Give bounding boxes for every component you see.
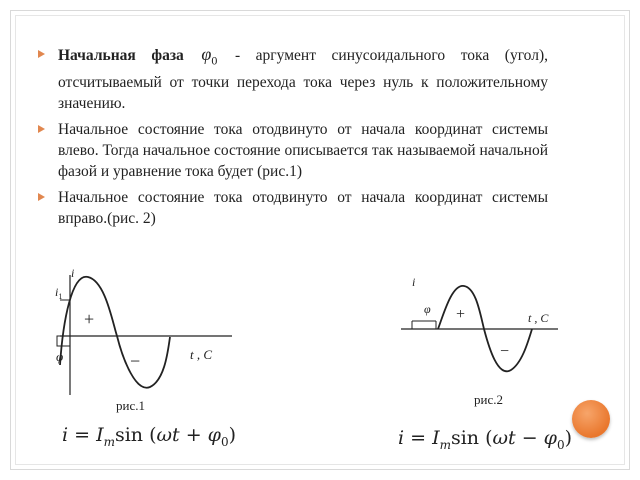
term-initial-phase: Начальная фаза — [58, 47, 184, 64]
sine-curve — [60, 277, 170, 388]
figure-1-sine-graph — [50, 265, 240, 400]
minus-sign: − — [130, 351, 141, 371]
bullet-arrow-icon — [38, 125, 45, 133]
phi-label: φ — [56, 349, 64, 364]
plus-sign: + — [456, 306, 466, 323]
bullet-item-shift-left — [38, 119, 548, 182]
formula-fig-2: $i = I_m\sin$ $(\omega t - \varphi_0)$ — [398, 427, 573, 452]
bullet-list — [38, 44, 548, 234]
x-axis-label: t , C — [190, 347, 213, 362]
figure-2-sine-graph — [398, 268, 558, 383]
phi-marker — [57, 336, 70, 346]
decorative-orange-circle — [572, 400, 610, 438]
phi-label: φ — [424, 302, 431, 316]
bullet-arrow-icon — [38, 193, 45, 201]
peak-label: $i_1$ — [55, 285, 63, 301]
bullet-text: - аргумент синусоидального тока (угол), отсчитываемый от точки перехода тока через нуль к положительному значению. — [58, 47, 549, 112]
x-axis-label: t , C — [528, 311, 549, 325]
y-axis-label: i — [71, 266, 75, 280]
bullet-item-initial-phase — [38, 44, 548, 114]
caption-fig-1: рис.1 — [116, 398, 145, 413]
phi-symbol: $\varphi_0$ — [201, 44, 218, 68]
bullet-item-shift-right — [38, 187, 548, 229]
y-axis-label: i — [412, 275, 416, 289]
bullet-text: Начальное состояние тока отодвинуто от начала координат системы вправо.(рис. 2) — [58, 188, 548, 227]
bullet-text: Начальное состояние тока отодвинуто от начала координат системы влево. Тогда начальное состояние описывается так называемой начальной фазой и уравнение тока будет (рис.1) — [58, 120, 548, 180]
bullet-arrow-icon — [38, 50, 45, 58]
formula-fig-1: $i = I_m\sin$ $(\omega t + \varphi_0)$ — [62, 424, 237, 449]
minus-sign: − — [500, 343, 510, 360]
caption-fig-2: рис.2 — [474, 392, 503, 407]
plus-sign: + — [84, 309, 95, 329]
